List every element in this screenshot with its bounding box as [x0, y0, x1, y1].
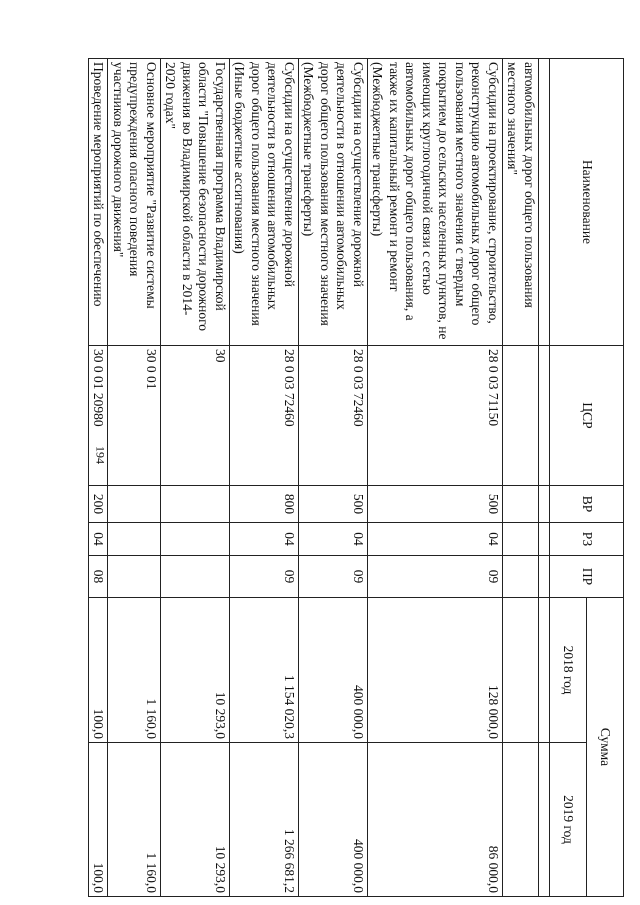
cell-vr	[161, 486, 230, 523]
cell-vr: 500	[299, 486, 368, 523]
header-csr: ЦСР	[550, 346, 624, 486]
cell-csr	[503, 346, 539, 486]
cell-pr: 08	[89, 556, 109, 598]
header-2019: 2019 год	[550, 743, 587, 897]
spacer-cell	[539, 598, 550, 743]
cell-2019: 100,0	[89, 743, 109, 897]
cell-csr: 28 0 03 72460	[230, 346, 299, 486]
table-row	[368, 59, 503, 897]
cell-2019	[503, 743, 539, 897]
budget-table	[88, 58, 624, 897]
header-name: Наименование	[550, 59, 624, 346]
cell-name: Субсидии на проектирование, строительство, реконструкцию автомобильных дорог общего пользования местного значения с твердым покрытием до сельских населенных пунктов, не имеющих круглогодичной связи с сетью автомобильных дорог общего пользования, а также их капитальный ремонт и ремонт (Межбюджетные трансферты)	[368, 59, 503, 346]
cell-pr	[161, 556, 230, 598]
spacer-cell	[539, 486, 550, 523]
spacer-cell	[539, 346, 550, 486]
cell-pr: 09	[368, 556, 503, 598]
cell-name: Государственная программа Владимирской области "Повышение безопасности дорожного движения во Владимирской области в 2014-2020 годах"	[161, 59, 230, 346]
cell-name: Субсидии на осуществление дорожной деятельности в отношении автомобильных дорог общего пользования местного значения (Иные бюджетные ассигнования)	[230, 59, 299, 346]
table-row	[161, 59, 230, 897]
cell-2018: 100,0	[89, 598, 109, 743]
cell-vr: 800	[230, 486, 299, 523]
cell-name: Основное мероприятие "Развитие системы предупреждения опасного поведения участников дорожного движения"	[108, 59, 161, 346]
cell-pr: 09	[299, 556, 368, 598]
cell-csr: 30	[161, 346, 230, 486]
cell-vr: 200	[89, 486, 109, 523]
header-rz: РЗ	[550, 523, 624, 556]
cell-2018	[503, 598, 539, 743]
cell-pr	[503, 556, 539, 598]
cell-rz	[161, 523, 230, 556]
cell-rz: 04	[230, 523, 299, 556]
cell-2018: 400 000,0	[299, 598, 368, 743]
cell-2018: 1 154 020,3	[230, 598, 299, 743]
cell-2019: 1 266 681,2	[230, 743, 299, 897]
cell-csr: 28 0 03 71150	[368, 346, 503, 486]
header-sum: Сумма	[587, 598, 624, 897]
cell-2019: 400 000,0	[299, 743, 368, 897]
cell-rz: 04	[299, 523, 368, 556]
header-vr: ВР	[550, 486, 624, 523]
cell-vr	[108, 486, 161, 523]
table-row	[503, 59, 539, 897]
page-number: 194	[93, 446, 108, 464]
table-row	[108, 59, 161, 897]
cell-rz	[108, 523, 161, 556]
header-pr: ПР	[550, 556, 624, 598]
cell-rz	[503, 523, 539, 556]
cell-csr: 30 0 01	[108, 346, 161, 486]
cell-vr	[503, 486, 539, 523]
spacer-cell	[539, 556, 550, 598]
cell-2019: 86 000,0	[368, 743, 503, 897]
cell-pr	[108, 556, 161, 598]
cell-vr: 500	[368, 486, 503, 523]
spacer-cell	[539, 59, 550, 346]
table-row	[89, 59, 109, 897]
cell-rz: 04	[368, 523, 503, 556]
spacer-cell	[539, 523, 550, 556]
header-row	[587, 59, 624, 897]
table-row	[299, 59, 368, 897]
cell-2019: 1 160,0	[108, 743, 161, 897]
cell-csr: 30 0 01 20980	[89, 346, 109, 486]
cell-2018: 10 293,0	[161, 598, 230, 743]
cell-pr: 09	[230, 556, 299, 598]
cell-2018: 128 000,0	[368, 598, 503, 743]
cell-name: Субсидии на осуществление дорожной деятельности в отношении автомобильных дорог общего пользования местного значения (Межбюджетные трансферты)	[299, 59, 368, 346]
cell-2018: 1 160,0	[108, 598, 161, 743]
spacer-cell	[539, 743, 550, 897]
cell-name: Проведение мероприятий по обеспечению	[89, 59, 109, 346]
table-row	[230, 59, 299, 897]
cell-csr: 28 0 03 72460	[299, 346, 368, 486]
header-spacer-row	[539, 59, 550, 897]
header-2018: 2018 год	[550, 598, 587, 743]
cell-name: автомобильных дорог общего пользования местного значения"	[503, 59, 539, 346]
cell-rz: 04	[89, 523, 109, 556]
cell-2019: 10 293,0	[161, 743, 230, 897]
